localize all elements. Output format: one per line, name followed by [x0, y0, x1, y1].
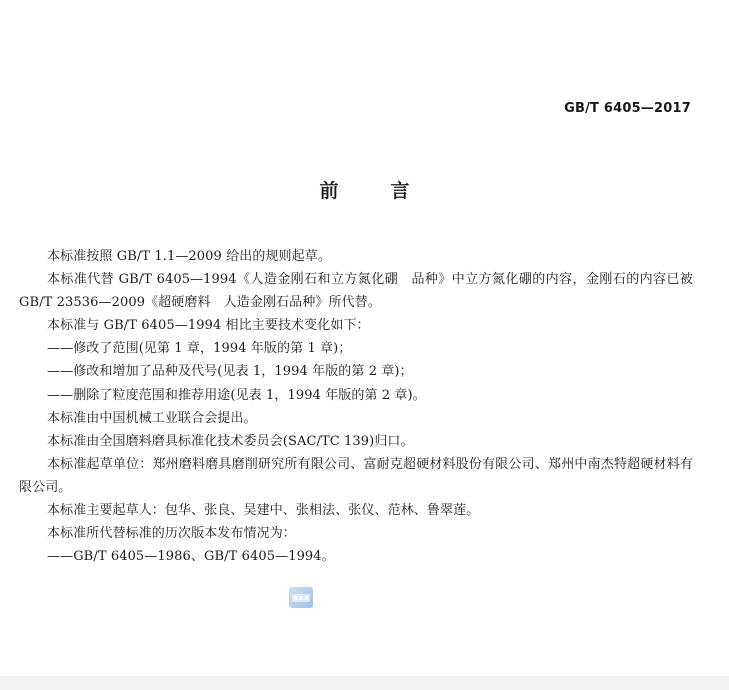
- list-item-change-scope: ——修改了范围(见第 1 章，1994 年版的第 1 章)；: [47, 341, 352, 357]
- page-title: [0, 176, 729, 203]
- standard-code: GB/T 6405—2017: [564, 101, 691, 116]
- paragraph-proposed-by: 本标准由中国机械工业联合会提出。: [47, 410, 257, 426]
- paragraph-drafting-rules: 本标准按照 GB/T 1.1—2009 给出的规则起草。: [47, 249, 331, 264]
- paragraph-drafting-units: 本标准起草单位：郑州磨料磨具磨削研究所有限公司、富耐克超硬材料股份有限公司、郑州中南杰特超硬材料有限公司。: [19, 456, 693, 495]
- title-char-right: 言: [390, 180, 410, 202]
- sac-logo-icon: [289, 587, 313, 608]
- paragraph-drafters: 本标准主要起草人：包华、张良、吴建中、张相法、张仪、范林、鲁翠莲。: [47, 503, 480, 519]
- list-item-change-varieties: ——修改和增加了品种及代号(见表 1，1994 年版的第 2 章)；: [47, 364, 413, 380]
- list-item-history: ——GB/T 6405—1986、GB/T 6405—1994。: [47, 549, 335, 565]
- list-item-change-grit: ——删除了粒度范围和推荐用途(见表 1，1994 年版的第 2 章)。: [47, 387, 426, 403]
- paragraph-history-intro: 本标准所代替标准的历次版本发布情况为：: [47, 526, 296, 542]
- paragraph-changes-intro: 本标准与 GB/T 6405—1994 相比主要技术变化如下：: [47, 318, 370, 334]
- title-char-left: 前: [319, 180, 339, 202]
- paragraph-replaces: 本标准代替 GB/T 6405—1994《人造金刚石和立方氮化硼 品种》中立方氮化硼的内容，金刚石的内容已被 GB/T 23536—2009《超硬磨料 人造金刚石品种》所代替。: [19, 272, 693, 311]
- paragraph-administered-by: 本标准由全国磨料磨具标准化技术委员会(SAC/TC 139)归口。: [47, 433, 414, 449]
- document-body: [19, 245, 693, 568]
